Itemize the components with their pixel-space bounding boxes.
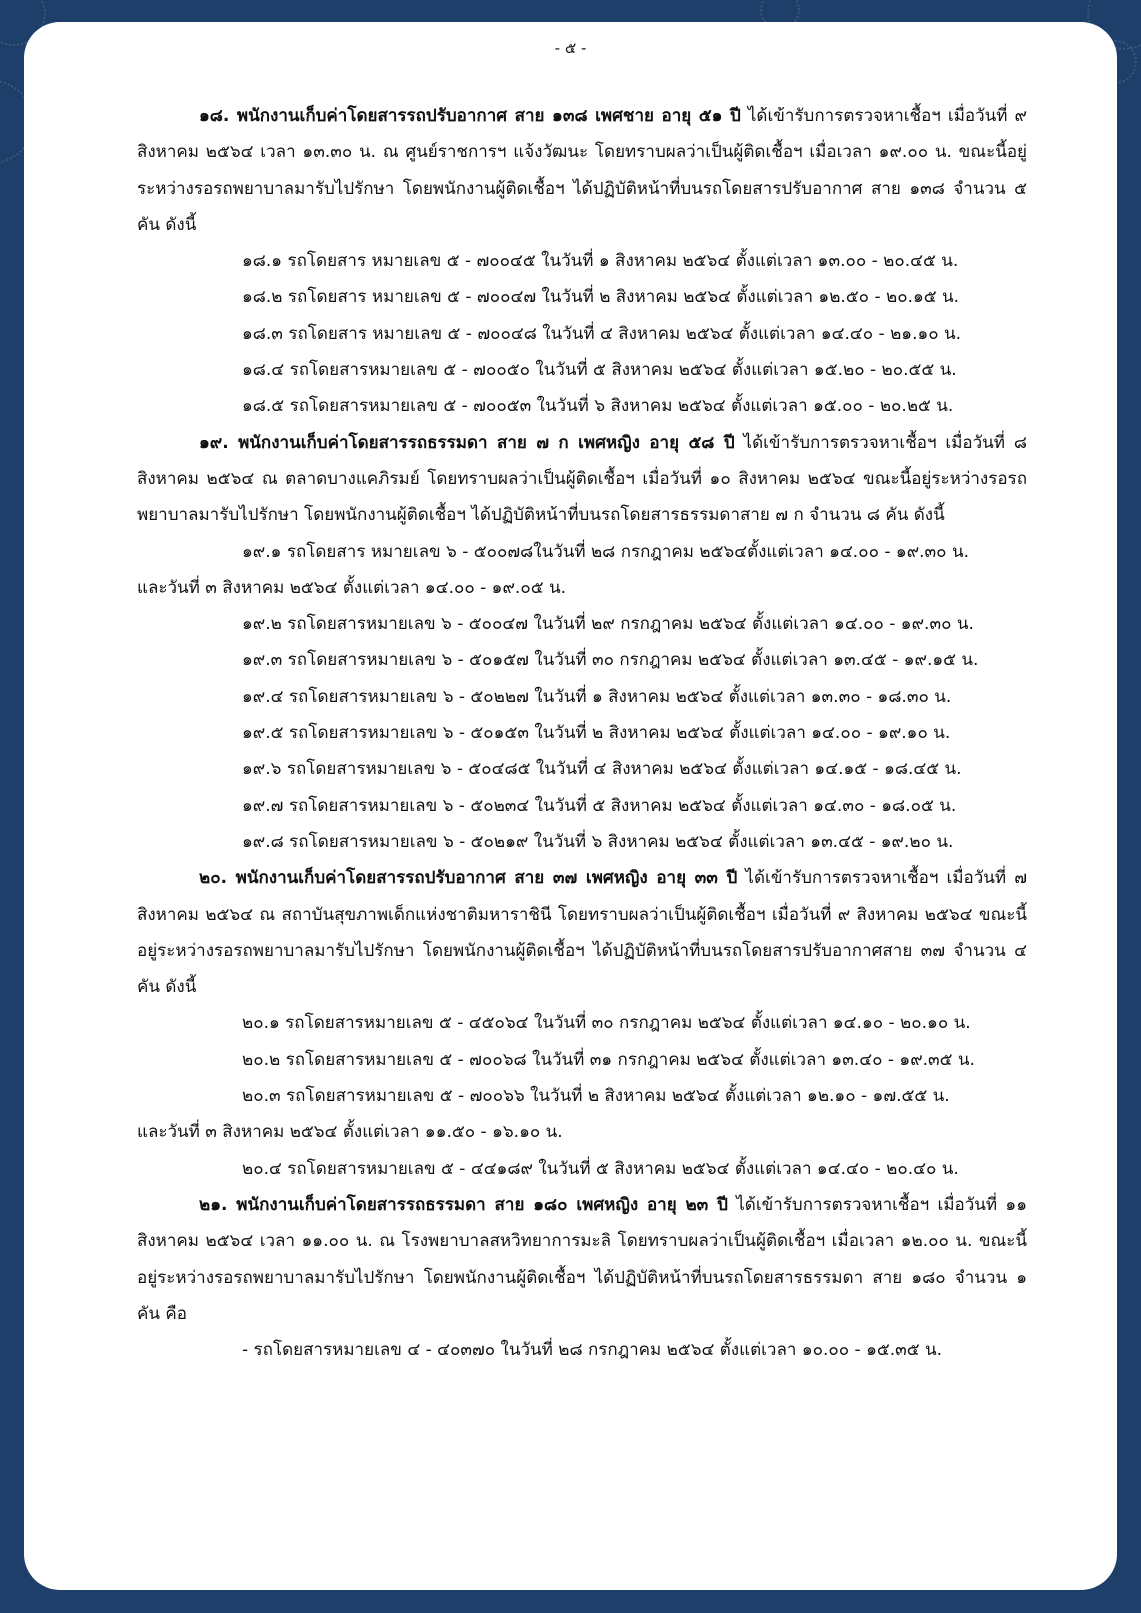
section-paragraph xyxy=(137,1187,1027,1332)
list-item: - รถโดยสารหมายเลข ๔ - ๔๐๓๗๐ ในวันที่ ๒๘ กรกฎาคม ๒๕๖๔ ตั้งแต่เวลา ๑๐.๐๐ - ๑๕.๓๕ น. xyxy=(242,1340,943,1361)
section-heading: ๒๐. พนักงานเก็บค่าโดยสารรถปรับอากาศ สาย ๓๗ เพศหญิง อายุ ๓๓ ปี xyxy=(199,868,738,889)
document-page xyxy=(24,22,1117,1590)
section-heading: ๑๙. พนักงานเก็บค่าโดยสารรถธรรมดา สาย ๗ ก เพศหญิง อายุ ๕๘ ปี xyxy=(199,432,735,453)
list-item: ๑๙.๔ รถโดยสารหมายเลข ๖ - ๕๐๒๒๗ ในวันที่ ๑ สิงหาคม ๒๕๖๔ ตั้งแต่เวลา ๑๓.๓๐ - ๑๘.๓๐ น. xyxy=(242,686,952,707)
list-item-text: ๒๐.๓ รถโดยสารหมายเลข ๕ - ๗๐๐๖๖ ในวันที่ ๒ สิงหาคม ๒๕๖๔ ตั้งแต่เวลา ๑๒.๑๐ - ๑๗.๕๕ น. xyxy=(242,1086,950,1107)
section-paragraph xyxy=(137,98,1027,243)
list-item-text: ๑๙.๑ รถโดยสาร หมายเลข ๖ - ๕๐๐๗๘ในวันที่ ๒๘ กรกฎาคม ๒๕๖๔ตั้งแต่เวลา ๑๔.๐๐ - ๑๙.๓๐ น. xyxy=(242,541,969,562)
document-body xyxy=(137,98,1027,1368)
list-item: ๑๙.๘ รถโดยสารหมายเลข ๖ - ๕๐๒๑๙ ในวันที่ ๖ สิงหาคม ๒๕๖๔ ตั้งแต่เวลา ๑๓.๔๕ - ๑๙.๒๐ น. xyxy=(242,831,954,852)
section-text: ได้เข้ารับการตรวจหาเชื้อฯ เมื่อวันที่ ๙ สิงหาคม ๒๕๖๔ เวลา ๑๓.๓๐ น. ณ ศูนย์ราชการฯ แจ้งวัฒนะ โดยทราบผลว่าเป็นผู้ติดเชื้อฯ เมื่อเวลา ๑๙.๐๐ น. ขณะนี้อยู่ระหว่างรอรถพยาบาลมารับไปรักษา โดยพนักงานผู้ติดเชื้อฯ ได้ปฏิบัติหน้าที่บนรถโดยสารปรับอากาศ สาย ๑๓๘ จำนวน ๕ คัน ดังนี้ xyxy=(137,106,1027,235)
list-item: ๒๐.๑ รถโดยสารหมายเลข ๕ - ๔๕๐๖๔ ในวันที่ ๓๐ กรกฎาคม ๒๕๖๔ ตั้งแต่เวลา ๑๔.๑๐ - ๒๐.๑๐ น. xyxy=(242,1013,971,1034)
list-item xyxy=(137,534,1027,607)
section-paragraph xyxy=(137,425,1027,534)
list-item: ๑๙.๒ รถโดยสารหมายเลข ๖ - ๕๐๐๔๗ ในวันที่ ๒๙ กรกฎาคม ๒๕๖๔ ตั้งแต่เวลา ๑๔.๐๐ - ๑๙.๓๐ น. xyxy=(242,614,974,635)
list-item: ๑๙.๕ รถโดยสารหมายเลข ๖ - ๕๐๑๕๓ ในวันที่ ๒ สิงหาคม ๒๕๖๔ ตั้งแต่เวลา ๑๔.๐๐ - ๑๙.๑๐ น. xyxy=(242,723,951,744)
list-item: ๒๐.๔ รถโดยสารหมายเลข ๕ - ๔๔๑๘๙ ในวันที่ ๕ สิงหาคม ๒๕๖๔ ตั้งแต่เวลา ๑๔.๔๐ - ๒๐.๔๐ น. xyxy=(242,1158,959,1179)
section-heading: ๒๑. พนักงานเก็บค่าโดยสารรถธรรมดา สาย ๑๘๐ เพศหญิง อายุ ๒๓ ปี xyxy=(199,1194,728,1215)
section-text: ได้เข้ารับการตรวจหาเชื้อฯ เมื่อวันที่ ๘ สิงหาคม ๒๕๖๔ ณ ตลาดบางแคภิรมย์ โดยทราบผลว่าเป็นผู้ติดเชื้อฯ เมื่อวันที่ ๑๐ สิงหาคม ๒๕๖๔ ขณะนี้อยู่ระหว่างรอรถพยาบาลมารับไปรักษา โดยพนักงานผู้ติดเชื้อฯ ได้ปฏิบัติหน้าที่บนรถโดยสารธรรมดาสาย ๗ ก จำนวน ๘ คัน ดังนี้ xyxy=(137,432,1028,526)
list-item: ๑๘.๕ รถโดยสารหมายเลข ๕ - ๗๐๐๕๓ ในวันที่ ๖ สิงหาคม ๒๕๖๔ ตั้งแต่เวลา ๑๕.๐๐ - ๒๐.๒๕ น. xyxy=(242,396,954,417)
list-item-continuation: และวันที่ ๓ สิงหาคม ๒๕๖๔ ตั้งแต่เวลา ๑๑.๕๐ - ๑๖.๑๐ น. xyxy=(137,1122,563,1143)
list-item: ๑๙.๖ รถโดยสารหมายเลข ๖ - ๕๐๔๘๕ ในวันที่ ๔ สิงหาคม ๒๕๖๔ ตั้งแต่เวลา ๑๔.๑๕ - ๑๘.๔๕ น. xyxy=(242,759,962,780)
section-text: ได้เข้ารับการตรวจหาเชื้อฯ เมื่อวันที่ ๑๑ สิงหาคม ๒๕๖๔ เวลา ๑๑.๐๐ น. ณ โรงพยาบาลสหวิทยาการมะลิ โดยทราบผลว่าเป็นผู้ติดเชื้อฯ เมื่อเวลา ๑๒.๐๐ น. ขณะนี้อยู่ระหว่างรอรถพยาบาลมารับไปรักษา โดยพนักงานผู้ติดเชื้อฯ ได้ปฏิบัติหน้าที่บนรถโดยสารธรรมดา สาย ๑๘๐ จำนวน ๑ คัน คือ xyxy=(137,1194,1028,1324)
section-heading: ๑๘. พนักงานเก็บค่าโดยสารรถปรับอากาศ สาย ๑๓๘ เพศชาย อายุ ๕๑ ปี xyxy=(199,106,741,126)
list-item: ๑๙.๓ รถโดยสารหมายเลข ๖ - ๕๐๑๕๗ ในวันที่ ๓๐ กรกฎาคม ๒๕๖๔ ตั้งแต่เวลา ๑๓.๔๕ - ๑๙.๑๕ น. xyxy=(242,650,979,671)
list-item: ๑๘.๑ รถโดยสาร หมายเลข ๕ - ๗๐๐๔๕ ในวันที่ ๑ สิงหาคม ๒๕๖๔ ตั้งแต่เวลา ๑๓.๐๐ - ๒๐.๔๕ น. xyxy=(242,251,959,272)
list-item: ๑๘.๔ รถโดยสารหมายเลข ๕ - ๗๐๐๕๐ ในวันที่ ๕ สิงหาคม ๒๕๖๔ ตั้งแต่เวลา ๑๕.๒๐ - ๒๐.๕๕ น. xyxy=(242,360,957,381)
list-item: ๑๙.๗ รถโดยสารหมายเลข ๖ - ๕๐๒๓๔ ในวันที่ ๕ สิงหาคม ๒๕๖๔ ตั้งแต่เวลา ๑๔.๓๐ - ๑๘.๐๕ น. xyxy=(242,795,957,816)
list-item-continuation: และวันที่ ๓ สิงหาคม ๒๕๖๔ ตั้งแต่เวลา ๑๔.๐๐ - ๑๙.๐๕ น. xyxy=(137,577,566,598)
list-item: ๑๘.๒ รถโดยสาร หมายเลข ๕ - ๗๐๐๔๗ ในวันที่ ๒ สิงหาคม ๒๕๖๔ ตั้งแต่เวลา ๑๒.๕๐ - ๒๐.๑๕ น. xyxy=(242,287,960,308)
list-item: ๑๘.๓ รถโดยสาร หมายเลข ๕ - ๗๐๐๔๘ ในวันที่ ๔ สิงหาคม ๒๕๖๔ ตั้งแต่เวลา ๑๔.๔๐ - ๒๑.๑๐ น. xyxy=(242,323,962,344)
list-item: ๒๐.๒ รถโดยสารหมายเลข ๕ - ๗๐๐๖๘ ในวันที่ ๓๑ กรกฎาคม ๒๕๖๔ ตั้งแต่เวลา ๑๓.๔๐ - ๑๙.๓๕ น. xyxy=(242,1049,975,1070)
list-item xyxy=(137,1078,1027,1151)
section-text: ได้เข้ารับการตรวจหาเชื้อฯ เมื่อวันที่ ๗ สิงหาคม ๒๕๖๔ ณ สถาบันสุขภาพเด็กแห่งชาติมหาราชินี โดยทราบผลว่าเป็นผู้ติดเชื้อฯ เมื่อวันที่ ๙ สิงหาคม ๒๕๖๔ ขณะนี้อยู่ระหว่างรอรถพยาบาลมารับไปรักษา โดยพนักงานผู้ติดเชื้อฯ ได้ปฏิบัติหน้าที่บนรถโดยสารปรับอากาศสาย ๓๗ จำนวน ๔ คัน ดังนี้ xyxy=(137,868,1027,998)
section-paragraph xyxy=(137,860,1027,1005)
page-number: - ๕ - xyxy=(554,39,587,57)
